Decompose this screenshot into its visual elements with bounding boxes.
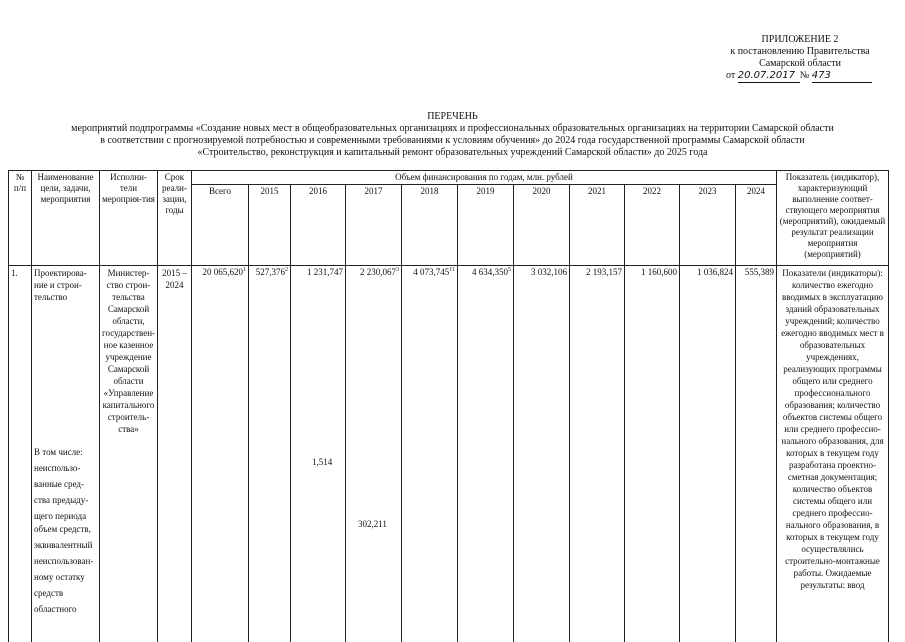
header-year: 2019 bbox=[458, 185, 514, 266]
header-num: № п/п bbox=[9, 171, 32, 266]
header-year: 2017 bbox=[346, 185, 402, 266]
annex-line2: Самарской области bbox=[759, 58, 841, 69]
header-year: 2023 bbox=[680, 185, 736, 266]
row1-2016: 1 231,747 bbox=[291, 266, 346, 642]
annex-date-line bbox=[712, 70, 888, 83]
annex-number-prefix: № bbox=[799, 70, 810, 81]
table-row bbox=[9, 266, 889, 642]
header-term: Срок реали-зации, годы bbox=[158, 171, 192, 266]
annex-date-prefix: от bbox=[726, 70, 736, 81]
row1-2023: 1 036,824 bbox=[680, 266, 736, 642]
measures-table bbox=[8, 170, 889, 642]
row1-num: 1. bbox=[9, 266, 32, 642]
header-year: 2020 bbox=[514, 185, 570, 266]
header-year: 2016 bbox=[291, 185, 346, 266]
row1-2017: 2 230,067$^3$ bbox=[346, 266, 402, 642]
header-year: 2024 bbox=[736, 185, 777, 266]
header-year: 2015 bbox=[249, 185, 291, 266]
heading-line3: «Строительство, реконструкция и капитальный ремонт образовательных учреждений Самарской области» до 2025 года bbox=[197, 147, 708, 158]
row1-2022: 1 160,600 bbox=[625, 266, 680, 642]
document-title: ПЕРЕЧЕНЬ bbox=[427, 111, 478, 122]
sub1-2016-value: 1,514 bbox=[312, 457, 333, 467]
row1-2021: 2 193,157 bbox=[570, 266, 625, 642]
row1-2024: 555,389 bbox=[736, 266, 777, 642]
sub2-label: объем средств, эквивалентный неиспользован-ному остатку средств областного bbox=[34, 524, 94, 614]
annex-number-handwritten: 473 bbox=[811, 70, 831, 81]
annex-title: ПРИЛОЖЕНИЕ 2 bbox=[761, 34, 839, 45]
row1-2018: 4 073,745$^{11}$ bbox=[402, 266, 458, 642]
heading-line1: мероприятий подпрограммы «Создание новых мест в общеобразовательных организациях и профессиональных образовательных организациях на территории Самарской области bbox=[71, 123, 834, 134]
header-exec: Исполни-тели мероприя-тия bbox=[100, 171, 158, 266]
row1-indicator: Показатели (индикаторы): количество ежегодно вводимых в эксплуатацию зданий образовательных учреждений; количество ежегодно вводимых мест в образовательных учреждениях, реализующих программы общего или среднего профессионального образования; количество объектов системы общего или среднего профессио-нального образования, для которых в текущем году разработана проектно-сметная документация; количество объектов системы общего или среднего профессио-нального образования, в которых в текущем году осуществлялись строительно-монтажные работы. Ожидаемые результаты: ввод bbox=[777, 266, 889, 642]
row1-2020: 3 032,106 bbox=[514, 266, 570, 642]
header-year: 2018 bbox=[402, 185, 458, 266]
header-year: 2021 bbox=[570, 185, 625, 266]
row1-exec: Министер-ство строи-тельства Самарской области, государствен-ное казенное учреждение Самарской области «Управление капитального строитель-ства» bbox=[100, 266, 158, 642]
sub-including-label: В том числе: bbox=[34, 447, 83, 457]
annex-line1: к постановлению Правительства bbox=[730, 46, 870, 57]
sub2-2017-value: 302,211 bbox=[358, 519, 387, 529]
row1-2015: 527,376$^2$ bbox=[249, 266, 291, 642]
heading-line2: в соответствии с прогнозируемой потребностью и современными требованиями к условиям обучения» до 2024 года государственной программы Самарской области bbox=[100, 135, 805, 146]
header-year: 2022 bbox=[625, 185, 680, 266]
row1-total: 20 065,620$^1$ bbox=[192, 266, 249, 642]
annex-block bbox=[712, 34, 888, 83]
row1-2019: 4 634,350$^5$ bbox=[458, 266, 514, 642]
row1-name: Проектирова-ние и строи-тельство bbox=[32, 266, 100, 642]
table-header-row bbox=[9, 171, 889, 185]
header-indicator: Показатель (индикатор), характеризующий выполнение соответ-ствующего мероприятия (мероприятий), ожидаемый результат реализации мероприятия (мероприятий) bbox=[777, 171, 889, 266]
header-name: Наименование цели, задачи, мероприятия bbox=[32, 171, 100, 266]
header-total: Всего bbox=[192, 185, 249, 266]
annex-date-handwritten: 20.07.2017 bbox=[737, 70, 796, 81]
row1-term: 2015 – 2024 bbox=[158, 266, 192, 642]
header-funding: Объем финансирования по годам, млн. рублей bbox=[192, 171, 777, 185]
sub1-label: неиспользо-ванные сред-ства предыду-щего периода bbox=[34, 463, 89, 521]
